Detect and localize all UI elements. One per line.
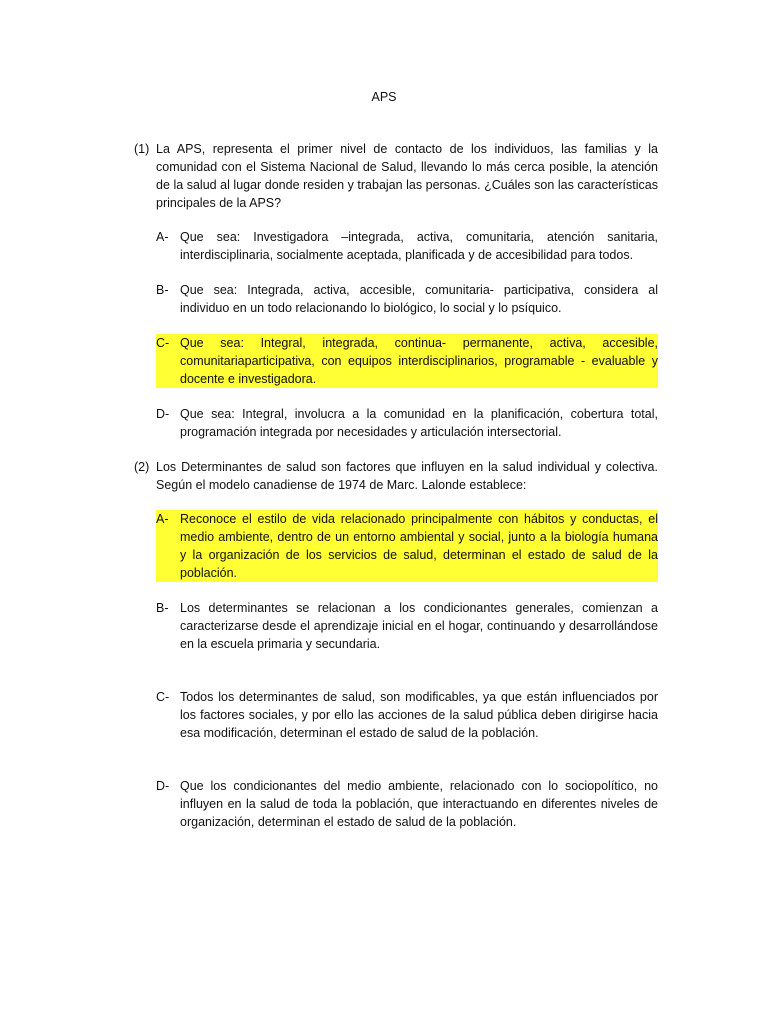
question-1-option-b xyxy=(156,281,658,317)
option-text: Que los condicionantes del medio ambiente, relacionado con lo sociopolítico, no influyen en la salud de toda la población, que interactuando en diferentes niveles de organización, determinan el estado de salud de la población. xyxy=(180,779,658,829)
option-text: Que sea: Investigadora –integrada, activa, comunitaria, atención sanitaria, interdisciplinaria, socialmente aceptada, planificada y de accesibilidad para todos. xyxy=(180,230,658,262)
option-text: Que sea: Integral, involucra a la comunidad en la planificación, cobertura total, programación integrada por necesidades y articulación intersectorial. xyxy=(180,407,658,439)
question-2-option-c xyxy=(156,688,658,742)
question-number: (1) xyxy=(134,142,150,156)
page-title: APS xyxy=(371,90,397,104)
option-text: Que sea: Integral, integrada, continua- permanente, activa, accesible, comunitariaparticipativa, con equipos interdisciplinarios, programable - evaluable y docente e investigadora. xyxy=(180,336,658,386)
option-letter: C- xyxy=(156,690,170,704)
option-letter: D- xyxy=(156,407,170,421)
option-letter: D- xyxy=(156,779,170,793)
question-2 xyxy=(134,458,658,494)
question-2-option-a-highlighted xyxy=(156,510,658,582)
question-1-option-c-highlighted xyxy=(156,334,658,388)
question-1-option-a xyxy=(156,228,658,264)
option-text: Todos los determinantes de salud, son modificables, ya que están influenciados por los factores sociales, y por ello las acciones de la salud pública deben dirigirse hacia esa modificación, determinan el estado de salud de la población. xyxy=(180,690,658,740)
question-1 xyxy=(134,140,658,212)
option-text: Reconoce el estilo de vida relacionado principalmente con hábitos y conductas, el medio ambiente, dentro de un entorno ambiental y social, junto a la biología humana y la organización de los servicios de salud, determinan el estado de salud de la población. xyxy=(180,512,658,580)
option-letter: B- xyxy=(156,283,169,297)
option-letter: A- xyxy=(156,230,169,244)
question-text: Los Determinantes de salud son factores que influyen en la salud individual y colectiva. Según el modelo canadiense de 1974 de Marc. Lalonde establece: xyxy=(156,460,658,492)
option-text: Que sea: Integrada, activa, accesible, comunitaria- participativa, considera al individuo en un todo relacionando lo biológico, lo social y lo psíquico. xyxy=(180,283,658,315)
option-letter: C- xyxy=(156,336,170,350)
question-text: La APS, representa el primer nivel de contacto de los individuos, las familias y la comunidad con el Sistema Nacional de Salud, llevando lo más cerca posible, la atención de la salud al lugar donde residen y trabajan las personas. ¿Cuáles son las características principales de la APS? xyxy=(156,142,658,210)
question-number: (2) xyxy=(134,460,150,474)
option-letter: B- xyxy=(156,601,169,615)
question-2-option-b xyxy=(156,599,658,653)
question-2-option-d xyxy=(156,777,658,831)
option-text: Los determinantes se relacionan a los condicionantes generales, comienzan a caracterizarse desde el aprendizaje inicial en el hogar, continuando y desarrollándose en la escuela primaria y secundaria. xyxy=(180,601,658,651)
question-1-option-d xyxy=(156,405,658,441)
option-letter: A- xyxy=(156,512,169,526)
